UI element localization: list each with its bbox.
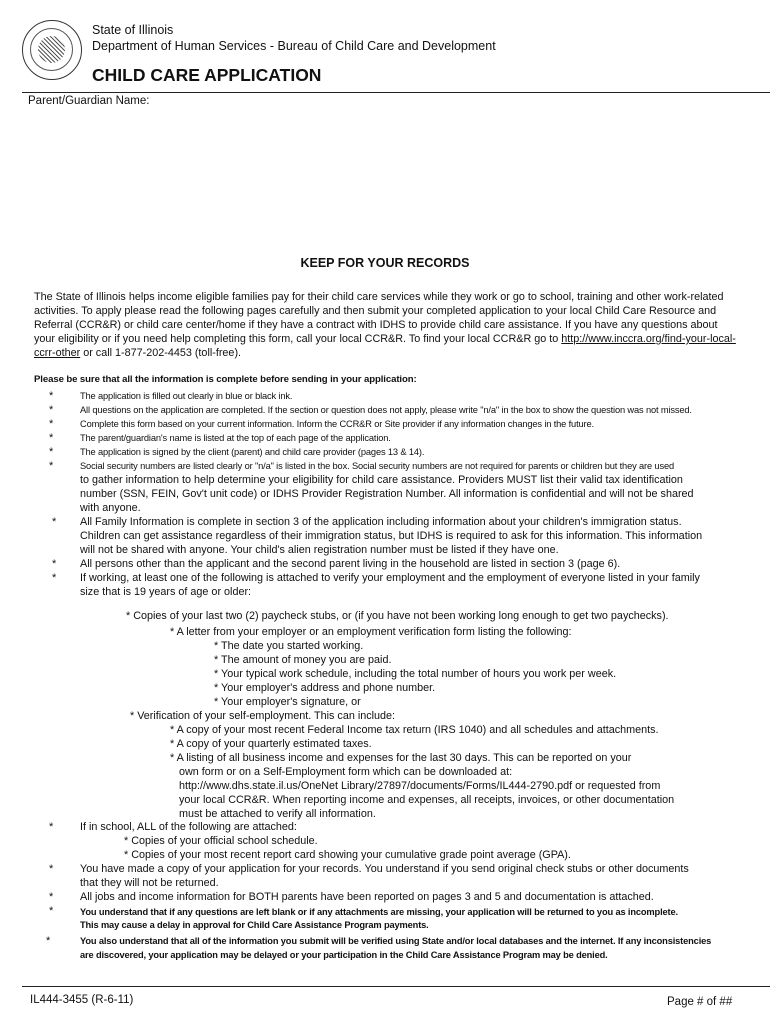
self-employment-continued-line: must be attached to verify all information. xyxy=(179,808,376,820)
checklist-item-line: number (SSN, FEIN, Gov't unit code) or IDHS Provider Registration Number. All information is confidential and will not be shared xyxy=(80,488,694,500)
bullet-star: * xyxy=(49,432,54,444)
bullet-star: * xyxy=(49,460,54,472)
footer-divider xyxy=(22,986,770,987)
checklist-item-line: The parent/guardian's name is listed at the top of each page of the application. xyxy=(80,433,391,443)
header-divider xyxy=(22,92,770,93)
checklist-heading: Please be sure that all the information is complete before sending in your application: xyxy=(34,374,417,385)
intro-tail: or call 1-877-202-4453 (toll-free). xyxy=(80,347,242,359)
letter-list-item: * Your typical work schedule, including the total number of hours you work per week. xyxy=(214,668,617,680)
self-employment-continued-line: http://www.dhs.state.il.us/OneNet Library/27897/documents/Forms/IL444-2790.pdf or requested from xyxy=(179,780,661,792)
page-title: CHILD CARE APPLICATION xyxy=(92,65,322,85)
employer-letter-item: * A letter from your employer or an employment verification form listing the following: xyxy=(170,626,572,638)
agency-name: State of Illinois xyxy=(92,23,174,37)
bullet-star: * xyxy=(52,516,57,528)
checklist-item-line: will not be shared with anyone. Your child's alien registration number must be listed if they have one. xyxy=(80,544,559,556)
verification-notice-line2: are discovered, your application may be delayed or your participation in the Child Care Assistance Program may be denied. xyxy=(80,950,608,960)
letter-list-item: * The amount of money you are paid. xyxy=(214,654,392,666)
school-report-card-item: * Copies of your most recent report card showing your cumulative grade point average (GPA). xyxy=(124,849,571,861)
checklist-item-line: Social security numbers are listed clearly or "n/a" is listed in the box. Social security numbers are not required for parents or children but they are used xyxy=(80,461,674,471)
self-employment-list-item: * A listing of all business income and expenses for the last 30 days. This can be reported on your xyxy=(170,752,632,764)
school-heading: If in school, ALL of the following are attached: xyxy=(80,821,297,833)
intro-paragraph xyxy=(34,290,736,360)
letter-list-item: * Your employer's signature, or xyxy=(214,696,361,708)
checklist-item-line: If working, at least one of the following is attached to verify your employment and the employment of everyone listed in your family xyxy=(80,572,700,584)
checklist-item-line: All persons other than the applicant and the second parent living in the household are listed in section 3 (page 6). xyxy=(80,558,621,570)
incomplete-warning-line2: This may cause a delay in approval for Child Care Assistance Program payments. xyxy=(80,920,429,930)
page-number: Page # of ## xyxy=(667,996,733,1008)
checklist-item-line: with anyone. xyxy=(80,502,141,514)
bullet-star: * xyxy=(52,558,57,570)
copy-records-line1: You have made a copy of your application for your records. You understand if you send original check stubs or other documents xyxy=(80,863,689,875)
self-employment-item: * Verification of your self-employment. This can include: xyxy=(130,710,396,722)
self-employment-continued-line: your local CCR&R. When reporting income and expenses, all receipts, invoices, or other documentation xyxy=(179,794,675,806)
bullet-star: * xyxy=(49,418,54,430)
checklist-item-line: The application is filled out clearly in blue or black ink. xyxy=(80,391,293,401)
keep-for-records-heading: KEEP FOR YOUR RECORDS xyxy=(300,256,470,270)
bullet-star: * xyxy=(49,404,54,416)
checklist-item-line: size that is 19 years of age or older: xyxy=(80,586,252,598)
checklist-item-line: Complete this form based on your current information. Inform the CCR&R or Site provider if any information changes in the future. xyxy=(80,419,594,429)
letter-list-item: * The date you started working. xyxy=(214,640,364,652)
bullet-star: * xyxy=(49,390,54,402)
self-employment-list-item: * A copy of your most recent Federal Income tax return (IRS 1040) and all schedules and attachments. xyxy=(170,724,659,736)
jobs-income-item: All jobs and income information for BOTH parents have been reported on pages 3 and 5 and documentation is attached. xyxy=(80,891,654,903)
school-schedule-item: * Copies of your official school schedule. xyxy=(124,835,318,847)
form-number: IL444-3455 (R-6-11) xyxy=(30,994,134,1006)
checklist-item-line: All Family Information is complete in section 3 of the application including information about your children's immigration status. xyxy=(80,516,682,528)
ccrr-link[interactable]: http://www.inccra.org/find-your-local-ccrr-other xyxy=(34,333,736,359)
verification-notice-line1: You also understand that all of the information you submit will be verified using State and/or local databases and the internet. If any inconsistencies xyxy=(80,936,712,946)
checklist-item-line: All questions on the application are completed. If the section or question does not apply, please write "n/a" in the box to show the question was not missed. xyxy=(80,405,692,415)
state-seal-icon xyxy=(22,20,82,80)
letter-list-item: * Your employer's address and phone number. xyxy=(214,682,436,694)
bullet-star: * xyxy=(49,446,54,458)
incomplete-warning-line1: You understand that if any questions are left blank or if any attachments are missing, your application will be returned to you as incomplete. xyxy=(80,907,678,917)
intro-text: The State of Illinois helps income eligible families pay for their child care services while they work or go to school, training and other work-related activities. To apply please read the following pages carefully and then submit your completed application to your local Child Care Resource and Referral (CCR&R) or child care center/home if they have a contract with IDHS to provide child care assistance. If you have any questions about your eligibility or if you need help completing this form, call your local CCR&R. To find your local CCR&R go to xyxy=(34,291,724,345)
checklist-item-line: Children can get assistance regardless of their immigration status, but IDHS is required to ask for this information. This information xyxy=(80,530,703,542)
self-employment-continued-line: own form or on a Self-Employment form which can be downloaded at: xyxy=(179,766,513,778)
copy-records-line2: that they will not be returned. xyxy=(80,877,219,889)
guardian-name-label: Parent/Guardian Name: xyxy=(28,95,150,107)
checklist-item-line: The application is signed by the client (parent) and child care provider (pages 13 & 14). xyxy=(80,447,425,457)
bullet-star: * xyxy=(52,572,57,584)
department-name: Department of Human Services - Bureau of Child Care and Development xyxy=(92,39,496,53)
self-employment-list-item: * A copy of your quarterly estimated taxes. xyxy=(170,738,372,750)
paycheck-item: * Copies of your last two (2) paycheck stubs, or (if you have not been working long enough to get two paychecks). xyxy=(126,610,669,622)
checklist-item-line: to gather information to help determine your eligibility for child care assistance. Providers MUST list their valid tax identification xyxy=(80,474,683,486)
